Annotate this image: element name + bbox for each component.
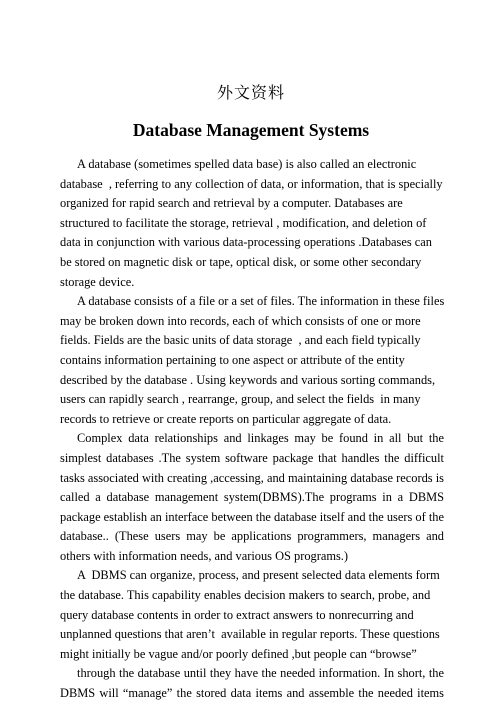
text-line: records to retrieve or create reports on particular aggregate of data. bbox=[60, 411, 392, 426]
text-line: tasks associated with creating ,accessing, and maintaining database records is bbox=[60, 470, 444, 485]
text-line: others with information needs, and various OS programs.) bbox=[60, 548, 349, 563]
text-line: A database consists of a file or a set of files. The information in these files bbox=[77, 294, 445, 309]
text-line: be stored on magnetic disk or tape, optical disk, or some other secondary bbox=[60, 254, 422, 269]
text-line: might initially be vague and/or poorly defined ,but people can “browse” bbox=[60, 646, 417, 661]
text-line: fields. Fields are the basic units of data storage , and each field typically bbox=[60, 333, 421, 348]
text-line: Complex data relationships and linkages may be found in all but the bbox=[77, 431, 444, 446]
text-line: database.. (These users may be applications programmers, managers and bbox=[60, 529, 444, 544]
text-line: through the database until they have the needed information. In short, the bbox=[77, 666, 444, 681]
body-text bbox=[60, 155, 444, 704]
text-line: package establish an interface between the database itself and the users of the bbox=[60, 509, 444, 524]
text-line: data in conjunction with various data-processing operations .Databases can bbox=[60, 235, 432, 250]
text-line: unplanned questions that aren’t available in regular reports. These questions bbox=[60, 627, 440, 642]
text-line: the database. This capability enables decision makers to search, probe, and bbox=[60, 588, 431, 603]
text-line: structured to facilitate the storage, retrieval , modification, and deletion of bbox=[60, 215, 427, 230]
text-line: database , referring to any collection of data, or information, that is specially bbox=[60, 176, 443, 191]
text-line: organized for rapid search and retrieval by a computer. Databases are bbox=[60, 196, 403, 211]
text-line: DBMS will “manage” the stored data items and assemble the needed items bbox=[60, 686, 444, 701]
text-line: contains information pertaining to one aspect or attribute of the entity bbox=[60, 352, 405, 367]
text-line: users can rapidly search , rearrange, group, and select the fields in many bbox=[60, 392, 421, 407]
text-line: A database (sometimes spelled data base) is also called an electronic bbox=[77, 157, 417, 171]
text-line: simplest databases .The system software package that handles the difficult bbox=[60, 450, 444, 465]
document-header: 外文资料 bbox=[216, 83, 285, 102]
text-line: called a database management system(DBMS).The programs in a DBMS bbox=[60, 490, 444, 505]
text-line: A DBMS can organize, process, and present selected data elements form bbox=[77, 568, 440, 583]
text-line: may be broken down into records, each of which consists of one or more bbox=[60, 313, 421, 328]
text-line: described by the database . Using keywords and various sorting commands, bbox=[60, 372, 436, 387]
document-title: Database Management Systems bbox=[132, 120, 370, 140]
text-line: query database contents in order to extract answers to nonrecurring and bbox=[60, 607, 414, 622]
text-line: storage device. bbox=[60, 274, 135, 289]
